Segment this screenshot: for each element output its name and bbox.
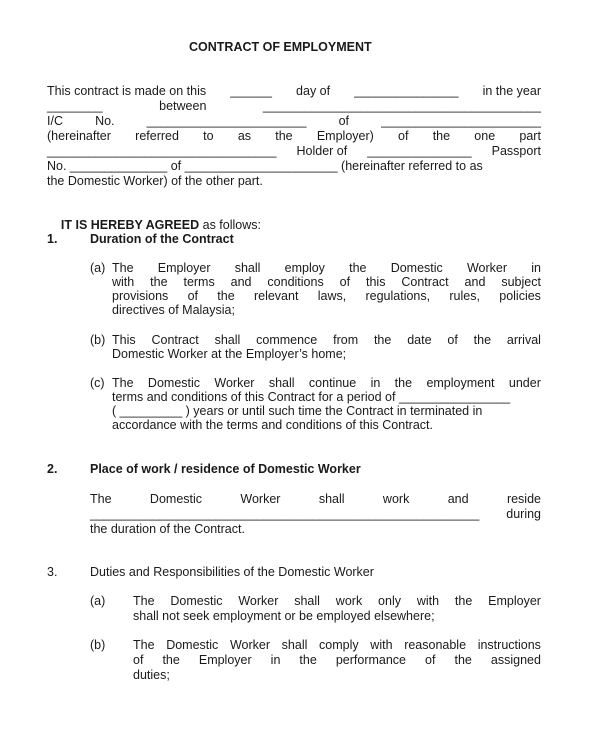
s1b-line-2: Domestic Worker at the Employer’s home; — [112, 347, 347, 361]
s3a-line-1: The Domestic Worker shall work only with the Employer — [133, 594, 541, 608]
preamble-line-7: the Domestic Worker) of the other part. — [47, 174, 263, 188]
s3a-label: (a) — [90, 594, 106, 608]
s1a-line-4: directives of Malaysia; — [112, 303, 235, 317]
section-2-heading: Place of work / residence of Domestic Worker — [90, 462, 361, 476]
preamble-line-1: This contract is made on this ______ day of _______________ in the year — [47, 84, 541, 98]
agreement-heading-rest: as follows: — [199, 218, 261, 232]
s2-line-3: the duration of the Contract. — [90, 522, 245, 536]
s1c-line-3: ( _________ ) years or until such time the Contract in terminated in — [112, 404, 483, 418]
preamble-line-6: No. ______________ of ______________________ (hereinafter referred to as — [47, 159, 483, 173]
s1c-line-1: The Domestic Worker shall continue in the employment under — [112, 376, 541, 390]
s1a-line-2: with the terms and conditions of this Contract and subject — [112, 275, 541, 289]
s3b-line-3: duties; — [133, 668, 170, 682]
section-3-heading: Duties and Responsibilities of the Domestic Worker — [90, 565, 374, 579]
s3a-line-2: shall not seek employment or be employed elsewhere; — [133, 609, 435, 623]
preamble-line-3: I/C No. _______________________ of _______________________ — [47, 114, 541, 128]
s1c-line-4: accordance with the terms and conditions of this Contract. — [112, 418, 433, 432]
s1b-label: (b) — [90, 333, 106, 347]
agreement-heading-bold: IT IS HEREBY AGREED — [60, 218, 200, 232]
section-3-number: 3. — [47, 565, 58, 579]
s3b-label: (b) — [90, 638, 106, 652]
s2-line-2: ________________________________________________________ during — [90, 507, 541, 521]
section-2-number: 2. — [47, 462, 58, 476]
s3b-line-2: of the Employer in the performance of the assigned — [133, 653, 541, 667]
section-1-number: 1. — [47, 232, 58, 246]
preamble-line-4: (hereinafter referred to as the Employer) of the one part — [47, 129, 541, 143]
s2-line-1: The Domestic Worker shall work and reside — [90, 492, 541, 506]
s1a-line-3: provisions of the relevant laws, regulations, rules, policies — [112, 289, 541, 303]
preamble-line-5: _________________________________ Holder of _______________ Passport — [47, 144, 541, 158]
s1b-line-1: This Contract shall commence from the date of the arrival — [112, 333, 541, 347]
section-1-heading: Duration of the Contract — [90, 232, 234, 246]
s1c-line-2: terms and conditions of this Contract for a period of ________________ — [112, 390, 511, 404]
s1a-label: (a) — [90, 261, 106, 275]
s1a-line-1: The Employer shall employ the Domestic Worker in — [112, 261, 541, 275]
document-title: CONTRACT OF EMPLOYMENT — [189, 40, 372, 54]
s1c-label: (c) — [90, 376, 105, 390]
preamble-line-2: ________ between ________________________________________ — [47, 99, 541, 113]
s3b-line-1: The Domestic Worker shall comply with reasonable instructions — [133, 638, 541, 652]
